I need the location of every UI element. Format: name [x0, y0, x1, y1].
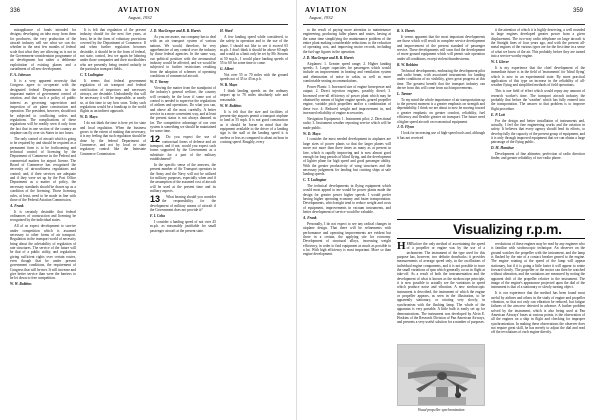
paragraph: Navigation Equipment: 1. Instrument pilot; 2. Directional radio; 3. Instrument weather reporting service which will be made public. [303, 116, 391, 130]
paragraph: As you are aware, our company has to deal with an air transport system of various nations. We would, therefore, be very apprehensive of any control over the industry by those federal agencies. In the same way, our political position with the aeronautical industry would be affected, and we would be subjected to further restrictions resulting from the adoption of schemes of operating conditions of commercial aircraft. [150, 34, 216, 79]
author-name: W. B. Mayo [220, 83, 238, 88]
paragraph: It seems that federal government regulation of air transport and federal certification of inspectors and necessary airways, are desirable. Undoubtedly this will be necessary it will be impossible, or nearly so, at this time to say how soon. Today such regulations would be a handicap to the world flights as an indirect approach. [80, 78, 146, 114]
paragraph: Technical developments, embracing the development pilot and radio beam, with associated instruments for landing under conditions of no visibility, gives great progress at this time. The greatest benefit that the transport industry can derive from this will come from such improvements. [397, 68, 485, 90]
author-name: J. D. MacGregor and R. B. Harris [150, 29, 201, 33]
author-name: W. I. Glover [491, 60, 509, 64]
article-text-2: revolutions of these engines may be read by any engineer who is familiar with stroboscopic technique. An observer on the ground watches the propeller with the instrument, and the lamp is flashed by the rate of a contact breaker geared to the engine. The engine rotating at the speed of the lamp will appear stationary, but if it is going a little faster it will appear to rotate forward slowly. The propeller or the motor can then be watched without alteration, and the variations are measured by noting the apparent drift of the propeller relative to the instrument. The image of the engine's appearance projected upon the dial of the instrument is that of a stationary or slowly turning object. [491, 242, 585, 290]
author-name: W. W. Robbins [220, 103, 242, 108]
propeller-photo [397, 344, 485, 406]
paragraph: misappliance of funds intended for designs; developing an idea away from them for producers, the very production of the aircraft industry will see what we can do; whether in the next few months of federal scale that what they are allowing us is not in the Government-consideration programme of air development but rather a deliberate exploitation of existing planes and a curtailment of all new development. [10, 28, 76, 72]
paragraph: It seems apparent that the most important developments are those which will result in complete service development and improvement of the present standard of passenger service. These developments will soon find the development of more ground equipment which will permit safe operation under all conditions, except violent thunderstorms. [397, 34, 485, 61]
article-text-1: EREtofore the only method of ascertaining the speed of a propeller or engine was by the use of a tachometer. The instrument of the type used for this purpose has, however, two definite drawbacks: it provides measurements of average speed only, in the oscillations of individual engine components, and it is not possible to trace the small variations of rpm which generally occur in flight at take-off. As a result of both the instrumentation and the development of what is known as the stroboscope principle, it is now possible to actually see the variations in speed which produce noise and vibration. A new stroboscopic instrument is described, the instrument of which the engine or propeller appears, as seen in the illustration, to be apparently stationary, or rotating very slowly, in synchronism with the flashing lamp. The whole of the apparatus is very portable. A little bulb is easily set up for demonstrations. The instrument was developed by Alvin E. Hoskins of the Research Division of Pan American Airways, and presents a very useful solution for a number of purposes. [397, 242, 485, 325]
author-name: R. W. Robbins [397, 62, 419, 67]
paragraph: This is one field of effort which would repay any amount of research worker's time. The transport aircraft industry the probably that before the 'weather' which has fully entered into the transportation. The answer to that problem is to improve flight procedure. [491, 89, 585, 111]
article-top-rule [397, 219, 585, 220]
paragraph: Personally, I do not expect to see any radical changes in airplane design. That there will be refinements with performance and operating improvements are evident but those in a certain, the applying site for economy. Development of structural alloys, increasing weight efficiency, in order to find equipment as much as possible to a lot. With high efficiency is most important. More so than engine development. [303, 222, 391, 257]
article-bottom-rule [397, 238, 585, 239]
right-column-2 [397, 28, 485, 216]
paragraph: It is my experience that the chief development of the immediate future is in the field of 'instruments' for 'blind flying' which is now in an experimental state. By more practical application of this type an increase in the reliability of all-weather flying and simplified methods of field operations. [491, 65, 585, 88]
paragraph: It is felt that the size and facilities of present-day airports permit a transport airplane to land at 55 mph. It is not good construction as it should be borne in mind that the equipment available to the driver of a landing sign is the stall at the landing speed it is useless or less as compared to about an hour in cruising speed. Roughly, every [220, 109, 288, 145]
author-name: J. D. MacGregor and R. B. Harris [303, 55, 354, 60]
paragraph: It is felt that regulation of the present industry should for the next five years, at least, be in the form of voluntary provisions covered by the Department of Commerce. If and when further regulation becomes desirable, it should be in the form of federal, not state, control, lest we again be laboring under those companies and their stockholders who are presently being treated unfairly in the particular transport fields. [80, 28, 146, 72]
propeller-photo-illustration [398, 345, 485, 406]
left-issue-date: August, 1932 [128, 15, 152, 20]
paragraph: What bearing should you consider the responsibility for the development of military means of aircraft if the Government does not provide it? [150, 194, 216, 212]
author-name: A. Frank [303, 216, 317, 221]
author-name: R. S. Harris [397, 29, 415, 33]
question-number: 13 [150, 193, 161, 204]
paragraph: For the design and better installation of instruments and, actually, I feel the fine engineering works and the aviation in safety. It believes that every agency should lend its efforts, to develop fully the capacity of the present group of equipment, and it is only through improved equipment that we can obtain a large patronage of the flying public. [491, 118, 585, 145]
left-column-4 [220, 28, 288, 414]
paragraph: I look for increasing use of high-speed tools and, although it has not received [397, 131, 485, 140]
author-name: F. I. Coha [150, 213, 165, 218]
right-issue-date: August, 1932 [309, 15, 333, 20]
paragraph: Viewing the matter from the standpoint of the industry's general welfare, the country will certainly be the loser if some sort of control is needed to supervise the regulations of airlines and operations. Do what you can, and above all the most carefully. A better service in a more convenient way, and at least the present status is not always damned as far. The competitive advantage of our own system is something we should be maintained for some time. [150, 85, 216, 134]
paragraph: The technical developments in flying equipment which would most appeal to me would be power plants made the design for greater power higher speeds. I would prefer having higher operating economy and faster transportation. Developments, which might tend to reduce weight and costs of equipment, improvements in vacuum instruments, and better development of service would be valuable. [303, 184, 391, 215]
question-number: 12 [150, 134, 161, 145]
author-name: W. T. Varney [150, 79, 169, 84]
author-name: W. D. Mayo [303, 131, 321, 136]
right-page [297, 0, 594, 420]
paragraph: to the result of paying more attention to maintenance engineering, producing fuller planes and routes, having at the same time simplifying the maintenance problem of the entire plant making considerable reductions to the reduction of operating cost, and improving motor records, including the fuel-age figures in the operation. [303, 28, 391, 54]
author-name: G. Albert [220, 66, 234, 71]
paragraph: It is a very apparent necessity that Congress agree to co-operate with the designated federal Departments in the important matter of government control of aviation, and that such a policy of public interest as governing supervision and inspection of air plane construction and operation. The president, however, should not be subjected to conflicting orders and regulations. The complications of these regulations will be readily seen if only from the fact that in one section of the country an airplane can fly over six States in two hours. [10, 78, 76, 136]
left-page-number: 336 [10, 8, 21, 14]
paragraph: I think landing speeds on the ordinary airport up to 70 miles absolutely safe and reasonable. [220, 89, 288, 102]
paragraph: A few landing speed while considered, to the safety in operation and to the use of the plane, I should not like to see it exceed 65 m.p.h. I don't think it should be above 60 mph and would as a limit only be set by Mr. Stearns at 50 m.p.h., I would place landing speeds of 55 to 60 for some time to come. [220, 34, 288, 65]
author-name: D. M. Hanshue [491, 146, 514, 151]
article-dropcap: H [397, 242, 406, 252]
paragraph: Do you expect the use of contractual forms of defense and air transport, and if not, would you expect such forms supported by the Government as a substitute for a part of the military establishment? [150, 135, 216, 161]
paragraph: In the specific sense of the answers, the present number of Air Transport operators in the Army and the Navy will not be utilized for military purposes, especially when and if the assumption of the assumed cost of aircraft will be used at the present time and its military aspects. [150, 162, 216, 193]
paragraph: It is certainly desirable that federal ordinances of construction and licensing be recognized by the individual states. [10, 209, 76, 223]
right-header-rule [303, 24, 585, 25]
paragraph: All of us expect development to survive under competition which is assumed necessary to other forms of air transport. Regulation in the transport world of necessity bring about the advisability of regulation of rate structures. The service of the future will be that of a public utility, and regulations giving sufficient rights over certain routes, even though that be under present government conditions, the requirement of Congress that will be met. It will increase and give better service than were the barriers to be let down to free competition. [10, 224, 76, 281]
article-text-3: It is our experience that the method has been found most useful by airlines and others in the study of engine and propeller vibration, so that not only can vibration be reduced, but fatigue failures of the airscrew detected in advance. A further problem solved by the instrument, which is also being used at Pan American Airways' bases at various points, is the observation of all the engines on a ship in flight and checking for improper synchronization. In making these observations the observer does not require great skill, he has merely to adjust the dial and read off the revolutions of each engine directly. [491, 291, 585, 335]
paragraph: I do not think the time is here yet for state and local regulation. When the business grows to the extent of making that necessary, it is my feeling that such regulation should be done by the federal Department of Commerce, and not by local or state regulatory control like the Interstate Commerce Commission. [80, 121, 146, 156]
left-header-rule [10, 24, 288, 25]
author-name: W. D. Mayo [80, 115, 98, 120]
article-column-1 [397, 242, 485, 342]
paragraph: I consider a landing speed of not over 45 m.p.h. as reasonably justifiable for small passenger aircraft at the present state. [150, 219, 216, 233]
author-name: C. T. Ludington [303, 178, 327, 183]
paragraph: To my mind the whole importance of air transportation up to the present moment is a greater emphasis on strength and dependability. I think we are about to now be moving toward a greater emphasis on greater comfort, reliability, fuel efficiency and flexible greater air transport. The future need a higher speed aircraft on economical equipment. [397, 97, 485, 124]
paragraph: Power Plants: 1. Increased size of engine horsepower and output; 2. Direct injection engines, possibly diesel; 3. Increased over-all efficiency of power plant which may be obtained by means of higher engine speeds, geared propeller engine, variable pitch propellers and/or a combination of these two. 4. Reduced weight and improvement in, and increased reliability of engine accessories. [303, 84, 391, 115]
article-column-2 [491, 242, 585, 410]
photo-caption: Visual propeller synchronization [417, 408, 465, 412]
author-name: E. P. Lott [491, 112, 505, 117]
author-name: W. W. Robbins [10, 282, 32, 287]
article-title: Visualizing r.p.m. [453, 221, 562, 237]
paragraph: Airplanes: 1. Greater speed range; 2. Higher landing speeds; 3. Larger capacities for passengers which would include an improvement in heating and ventilation system and elimination of noise in cabin, as well as more comfortable seating accommodations. [303, 61, 391, 83]
paragraph: Not over 55 or 70 miles with the ground speeds not of 35 to 45 m.p.h. [220, 72, 288, 82]
right-column-3 [491, 28, 585, 216]
paragraph: The only control of aircraft which is going to be required by and should be required as a permanent form is to be forthcoming and technical control of licensing by the Department of Commerce in the Federal and commercial matters for airport license. The Board of Commerce has recognized the necessity of airworthiness regulations and control; and, if their services are adequate and if they were set up by the Post Office Department as a matter of policy, the necessary standards should be drawn up as a condition of the licensing. Those licensing rules, at least, need to be made in line with those of the Federal Aviation Commission. [10, 137, 76, 202]
left-column-2 [80, 28, 146, 414]
paragraph: it the attention of which it is highly deserving, a well rounded in large engines developed greater power from a given displacement. The two-way radio telephone on large aircraft is the Straight lines of four years ago, and with the present all-metal engines of the various types are for the first time in a sense of what we know of the air. This probably before they are turned into a service-worthy engine. [491, 28, 585, 59]
right-magazine-title: AVIATION [305, 6, 348, 14]
paragraph: Development of fine altimeter, perfection of radio direction finder, and greater reliability of two-radio phone. [491, 152, 585, 161]
author-name: C. T. Ludington [80, 73, 104, 78]
author-name: J. O. Flynn [397, 125, 414, 130]
author-name: A. Frank [10, 203, 24, 208]
right-page-number: 359 [573, 8, 584, 14]
left-column-3 [150, 28, 216, 414]
author-name: F. A. Johnson [10, 73, 31, 78]
left-column-1 [10, 28, 76, 414]
author-name: H. Ward [220, 29, 233, 33]
author-name: L. Tarmer [397, 91, 412, 96]
left-magazine-title: AVIATION [118, 6, 161, 14]
right-column-1 [303, 28, 391, 414]
paragraph: I consider the most needed development in airplanes are large sizes of power plants so that the larger planes will move not more than three times as many as at present in fare, which is rapidly improving and is now almost good enough for long periods of blind flying, and the development of lighter plane for high speed and good passenger ability. With the greater productivity of wing structures and the necessary judgement for landing fast cruising ships at safe landing speeds. [303, 137, 391, 177]
